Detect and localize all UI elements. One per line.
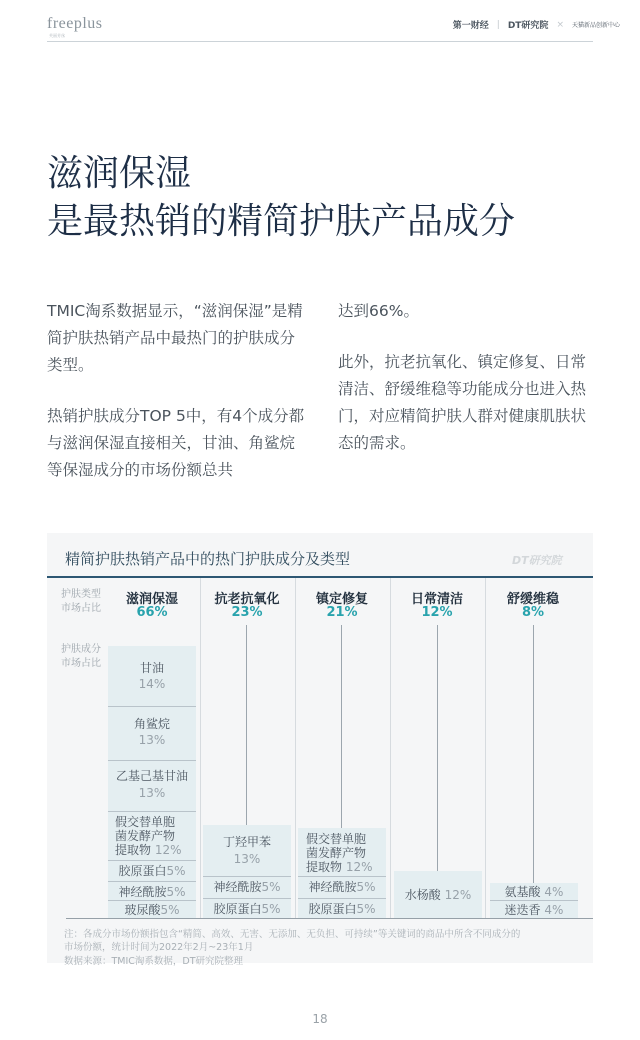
title-line-1: 滋润保湿 xyxy=(47,153,192,194)
body-right-column xyxy=(338,298,598,481)
ingredient-row: 水杨酸 12% xyxy=(404,888,472,902)
ingredient-name: 丁羟甲苯 xyxy=(222,835,271,849)
category-name: 日常清洁 xyxy=(410,592,463,607)
dt-logo: DT研究院 xyxy=(507,21,549,31)
category-name: 抗老抗氧化 xyxy=(214,592,280,607)
segment-divider xyxy=(108,860,196,861)
ingredient-row: 氨基酸 4% xyxy=(504,885,564,899)
ingredient-share: 13% xyxy=(233,852,261,866)
ingredient-row: 神经酰胺5% xyxy=(213,880,281,894)
row-label-ingredient: 护肤成分 市场占比 xyxy=(61,644,101,669)
row-label-type: 护肤类型 市场占比 xyxy=(61,589,101,614)
freeplus-logo: freeplus xyxy=(47,15,103,32)
chart-note: 市场份额，统计时间为2022年2月~23年1月 xyxy=(64,942,254,953)
body-paragraph: TMIC淘系数据显示，“滋润保湿”是精简护肤热销产品中最热门的护肤成分类型。 xyxy=(47,302,303,374)
body-paragraph: 达到66%。 xyxy=(338,302,419,320)
ingredient-name: 甘油 xyxy=(139,661,164,675)
ingredient-name: 假交替单胞 菌发酵产物 提取物 12% xyxy=(115,815,182,857)
segment-divider xyxy=(108,811,196,812)
category-name: 滋润保湿 xyxy=(125,592,178,607)
ingredient-name: 角鲨烷 xyxy=(133,717,170,731)
partner-logos: 第一财经 | DT研究院 × 天猫新品创新中心 xyxy=(452,19,620,31)
chart-note: 注：各成分市场份额指包含“精简、高效、无害、无添加、无负担、可持续”等关键词的商品中所含不同成分的 xyxy=(64,929,521,940)
header-divider xyxy=(47,41,593,42)
category-name: 镇定修复 xyxy=(315,592,368,607)
page-number: 18 xyxy=(312,1012,328,1026)
segment-divider xyxy=(108,706,196,707)
ingredient-row: 胶原蛋白5% xyxy=(213,902,281,916)
category-share: 12% xyxy=(421,605,453,620)
ingredient-row: 神经酰胺5% xyxy=(308,880,376,894)
column-separator xyxy=(390,578,391,918)
title-line-2: 是最热销的精简护肤产品成分 xyxy=(47,201,516,242)
chart-baseline xyxy=(66,918,593,919)
ingredient-row: 胶原蛋白5% xyxy=(118,864,186,878)
category-share: 21% xyxy=(326,605,358,620)
segment-divider xyxy=(108,881,196,882)
category-stem xyxy=(437,625,438,871)
ingredient-share: 12% xyxy=(154,843,182,857)
chart-source: 数据来源：TMIC淘系数据，DT研究院整理 xyxy=(64,956,244,967)
category-share: 66% xyxy=(136,605,168,620)
ingredient-row: 胶原蛋白5% xyxy=(308,902,376,916)
ingredient-row: 迷迭香 4% xyxy=(504,903,564,917)
ingredient-name: 乙基己基甘油 xyxy=(115,769,188,783)
body-left-column xyxy=(47,298,307,508)
ingredient-share: 13% xyxy=(138,733,166,747)
body-paragraph: 热销护肤成分TOP 5中，有4个成分都与滋润保湿直接相关，甘油、角鲨烷等保湿成分的市场份额总共 xyxy=(47,407,305,479)
category-stem xyxy=(341,625,342,828)
category-stem xyxy=(246,625,247,825)
ingredient-share: 14% xyxy=(138,677,166,691)
chart-title: 精简护肤热销产品中的热门护肤成分及类型 xyxy=(65,550,351,568)
chart-top-rule xyxy=(47,576,593,578)
tmic-logo: 天猫新品创新中心 xyxy=(571,22,620,29)
ingredient-share: 13% xyxy=(138,786,166,800)
segment-divider xyxy=(298,898,386,899)
ingredient-share: 12% xyxy=(345,860,373,874)
column-separator xyxy=(200,578,201,918)
category-stem xyxy=(533,625,534,883)
ingredient-name: 假交替单胞 菌发酵产物 提取物 12% xyxy=(306,832,373,874)
segment-divider xyxy=(298,876,386,877)
category-share: 8% xyxy=(521,605,545,620)
segment-divider xyxy=(108,760,196,761)
column-separator xyxy=(295,578,296,918)
yicai-logo: 第一财经 xyxy=(452,21,489,31)
chart-brand: DT研究院 xyxy=(512,554,562,567)
segment-divider xyxy=(203,876,291,877)
segment-divider xyxy=(203,898,291,899)
ingredient-row: 玻尿酸5% xyxy=(124,903,180,917)
column-separator xyxy=(485,578,486,918)
body-paragraph: 此外，抗老抗氧化、镇定修复、日常清洁、舒缓维稳等功能成分也进入热门，对应精简护肤人群对健康肌肤状态的需求。 xyxy=(338,353,587,452)
freeplus-logo-sub: 芙丽芳丝 xyxy=(49,33,65,38)
category-name: 舒缓维稳 xyxy=(506,592,559,607)
segment-divider xyxy=(108,900,196,901)
category-share: 23% xyxy=(231,605,263,620)
ingredient-row: 神经酰胺5% xyxy=(118,885,186,899)
segment-divider xyxy=(490,900,578,901)
page-title xyxy=(47,150,515,246)
